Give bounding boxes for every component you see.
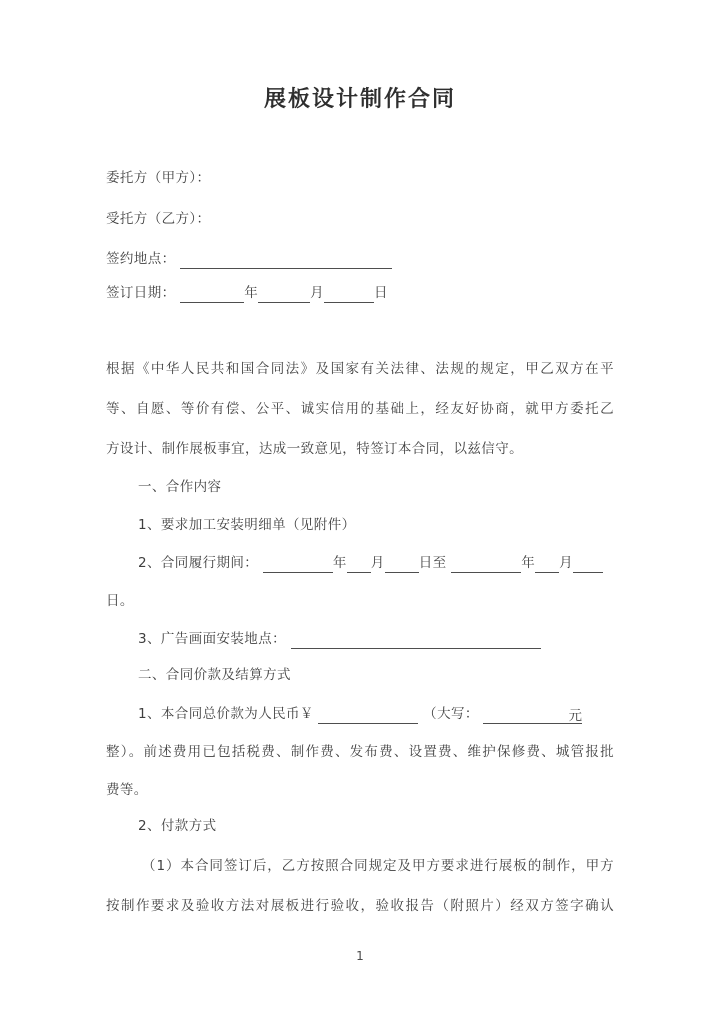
preamble-line-1	[106, 360, 614, 379]
party-a-line	[106, 169, 614, 188]
text-segment: 2、付款方式	[138, 818, 217, 834]
item-2-2-line	[106, 817, 614, 836]
text-segment: 方设计、制作展板事宜，达成一致意见，特签订本合同，以兹信守。	[106, 441, 523, 457]
term-end-month-blank	[535, 557, 559, 573]
text-segment: 年	[521, 555, 536, 571]
signing-place-line	[106, 250, 614, 269]
text-segment: 元	[568, 708, 583, 724]
text-segment: 费等。	[106, 782, 148, 798]
text-segment: 日至	[418, 555, 452, 571]
text-segment: （大写：	[418, 706, 484, 722]
preamble-line-2	[106, 400, 614, 419]
term-end-year-blank	[451, 557, 521, 573]
text-segment: 日。	[106, 593, 134, 609]
text-segment: 整）。前述费用已包括税费、制作费、发布费、设置费、维护保修费、城管报批	[106, 744, 614, 760]
text-segment: 根据《中华人民共和国合同法》及国家有关法律、法规的规定，甲乙双方在平	[106, 361, 614, 377]
text-segment: 日	[374, 285, 388, 301]
document-lines	[106, 169, 614, 916]
text-segment: 签订日期：	[106, 285, 181, 301]
text-segment: 受托方（乙方）：	[106, 211, 211, 227]
text-segment: 年	[332, 555, 347, 571]
text-segment: 二、合同价款及结算方式	[138, 667, 291, 683]
text-segment: 月	[370, 555, 385, 571]
date-day-blank	[324, 287, 374, 303]
item-1-2-line	[106, 554, 614, 573]
install-location-blank	[291, 633, 541, 649]
term-start-month-blank	[347, 557, 371, 573]
text-segment: 月	[559, 555, 574, 571]
text-segment: 签约地点：	[106, 251, 181, 267]
term-start-year-blank	[263, 557, 333, 573]
text-segment: 3、广告画面安装地点：	[138, 631, 291, 647]
date-year-blank	[180, 287, 244, 303]
term-end-day-blank	[573, 557, 603, 573]
section-1-heading	[106, 478, 614, 497]
text-segment: 等、自愿、等价有偿、公平、诚实信用的基础上，经友好协商，就甲方委托乙	[106, 401, 614, 417]
document-title: 展板设计制作合同	[263, 86, 456, 112]
text-segment: 1、要求加工安装明细单（见附件）	[138, 517, 356, 533]
text-segment: 1、本合同总价款为人民币￥	[138, 706, 319, 722]
party-b-line	[106, 210, 614, 229]
total-price-blank	[318, 708, 418, 724]
clause-2-2-1-line-2	[106, 897, 614, 916]
text-segment: 委托方（甲方）：	[106, 170, 211, 186]
item-2-1-cont-line-2	[106, 781, 614, 800]
text-segment: 2、合同履行期间：	[138, 555, 263, 571]
signing-place-blank	[180, 253, 392, 269]
section-2-heading	[106, 666, 614, 685]
date-month-blank	[258, 287, 310, 303]
item-1-2-cont-line	[106, 592, 614, 611]
text-segment: 年	[244, 285, 259, 301]
item-2-1-line	[106, 705, 614, 724]
item-1-1-line	[106, 516, 614, 535]
text-segment: 一、合作内容	[138, 479, 222, 495]
text-segment: 月	[310, 285, 325, 301]
item-1-3-line	[106, 630, 614, 649]
price-in-words-blank	[483, 708, 568, 724]
text-segment: （1）本合同签订后，乙方按照合同规定及甲方要求进行展板的制作，甲方	[142, 858, 614, 874]
item-2-1-cont-line-1	[106, 743, 614, 762]
term-start-day-blank	[385, 557, 419, 573]
preamble-line-3	[106, 440, 614, 459]
page-number: 1	[356, 949, 364, 963]
signing-date-line	[106, 284, 614, 303]
contract-content	[0, 86, 720, 916]
text-segment: 按制作要求及验收方法对展板进行验收，验收报告（附照片）经双方签字确认	[106, 898, 614, 914]
clause-2-2-1-line-1	[106, 857, 614, 876]
